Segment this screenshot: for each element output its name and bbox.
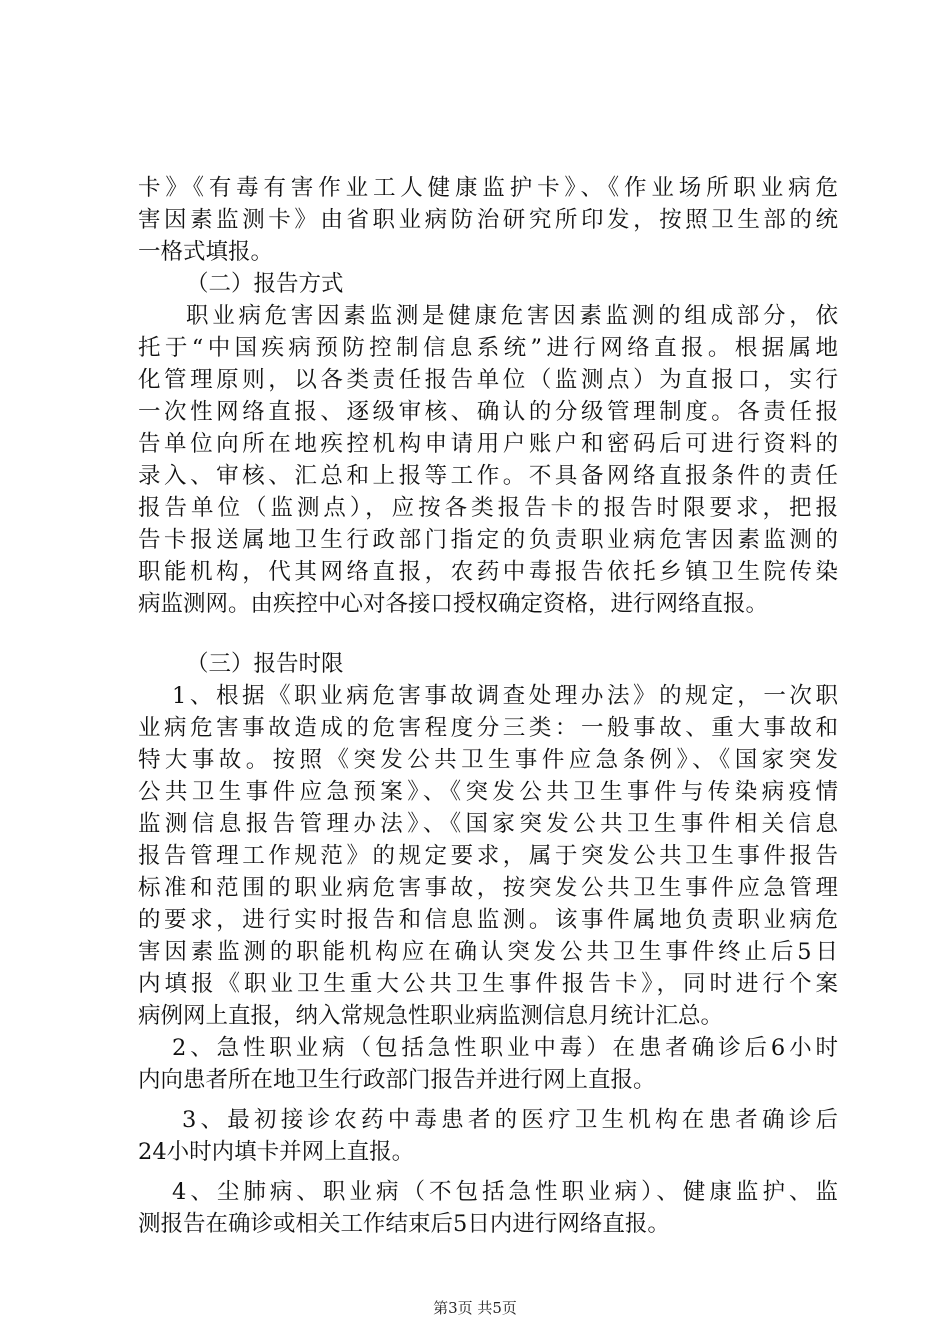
text-line: 一格式填报。 (138, 239, 274, 265)
text-line: 2、急性职业病（包括急性职业中毒）在患者确诊后6小时 (172, 1035, 838, 1061)
text-line: 报告单位（监测点），应按各类报告卡的报告时限要求，把报 (138, 495, 838, 521)
text-line: 告卡报送属地卫生行政部门指定的负责职业病危害因素监测的 (138, 527, 838, 553)
text-line: 报告管理工作规范》的规定要求，属于突发公共卫生事件报告 (138, 843, 838, 869)
text-line: 卡》《有毒有害作业工人健康监护卡》、《作业场所职业病危 (138, 175, 838, 201)
text-line: 职能机构，代其网络直报，农药中毒报告依托乡镇卫生院传染 (138, 559, 838, 585)
page-number-footer: 第3页 共5页 (433, 1299, 517, 1317)
text-line: 内填报《职业卫生重大公共卫生事件报告卡》，同时进行个案 (138, 971, 838, 997)
text-line: 内向患者所在地卫生行政部门报告并进行网上直报。 (138, 1067, 656, 1093)
document-body (138, 172, 838, 1240)
text-line: 托于“中国疾病预防控制信息系统”进行网络直报。根据属地 (138, 335, 838, 361)
text-line: 特大事故。按照《突发公共卫生事件应急条例》、《国家突发 (138, 747, 838, 773)
text-line: 3、最初接诊农药中毒患者的医疗卫生机构在患者确诊后 (182, 1107, 838, 1133)
spacer (138, 620, 838, 648)
text-line: 录入、审核、汇总和上报等工作。不具备网络直报条件的责任 (138, 463, 838, 489)
text-line: 24小时内填卡并网上直报。 (138, 1139, 415, 1165)
paragraph-card-forms (138, 172, 838, 268)
text-line: 害因素监测的职能机构应在确认突发公共卫生事件终止后5日 (138, 939, 838, 965)
text-line: 1、根据《职业病危害事故调查处理办法》的规定，一次职 (172, 683, 838, 709)
paragraph-item-2 (138, 1032, 838, 1096)
text-line: 职业病危害因素监测是健康危害因素监测的组成部分，依 (186, 303, 838, 329)
text-line: 业病危害事故造成的危害程度分三类：一般事故、重大事故和 (138, 715, 838, 741)
paragraph-item-4 (138, 1176, 838, 1240)
text-line: 测报告在确诊或相关工作结束后5日内进行网络直报。 (138, 1211, 670, 1237)
paragraph-item-3 (138, 1104, 838, 1168)
text-line: 病例网上直报，纳入常规急性职业病监测信息月统计汇总。 (138, 1003, 724, 1029)
text-line: 一次性网络直报、逐级审核、确认的分级管理制度。各责任报 (138, 399, 838, 425)
text-line: 病监测网。由疾控中心对各接口授权确定资格，进行网络直报。 (138, 591, 769, 617)
text-line: 告单位向所在地疾控机构申请用户账户和密码后可进行资料的 (138, 431, 838, 457)
text-line: 化管理原则，以各类责任报告单位（监测点）为直报口，实行 (138, 367, 838, 393)
text-line: 的要求，进行实时报告和信息监测。该事件属地负责职业病危 (138, 907, 838, 933)
text-line: 监测信息报告管理办法》、《国家突发公共卫生事件相关信息 (138, 811, 838, 837)
section-heading-report-method: （二）报告方式 (186, 271, 344, 297)
section-heading-report-time-limit: （三）报告时限 (186, 651, 344, 677)
paragraph-item-1 (138, 680, 838, 1032)
text-line: 公共卫生事件应急预案》、《突发公共卫生事件与传染病疫情 (138, 779, 838, 805)
text-line: 标准和范围的职业病危害事故，按突发公共卫生事件应急管理 (138, 875, 838, 901)
text-line: 害因素监测卡》由省职业病防治研究所印发，按照卫生部的统 (138, 207, 838, 233)
text-line: 4、尘肺病、职业病（不包括急性职业病）、健康监护、监 (172, 1179, 838, 1205)
paragraph-report-method (138, 300, 838, 620)
